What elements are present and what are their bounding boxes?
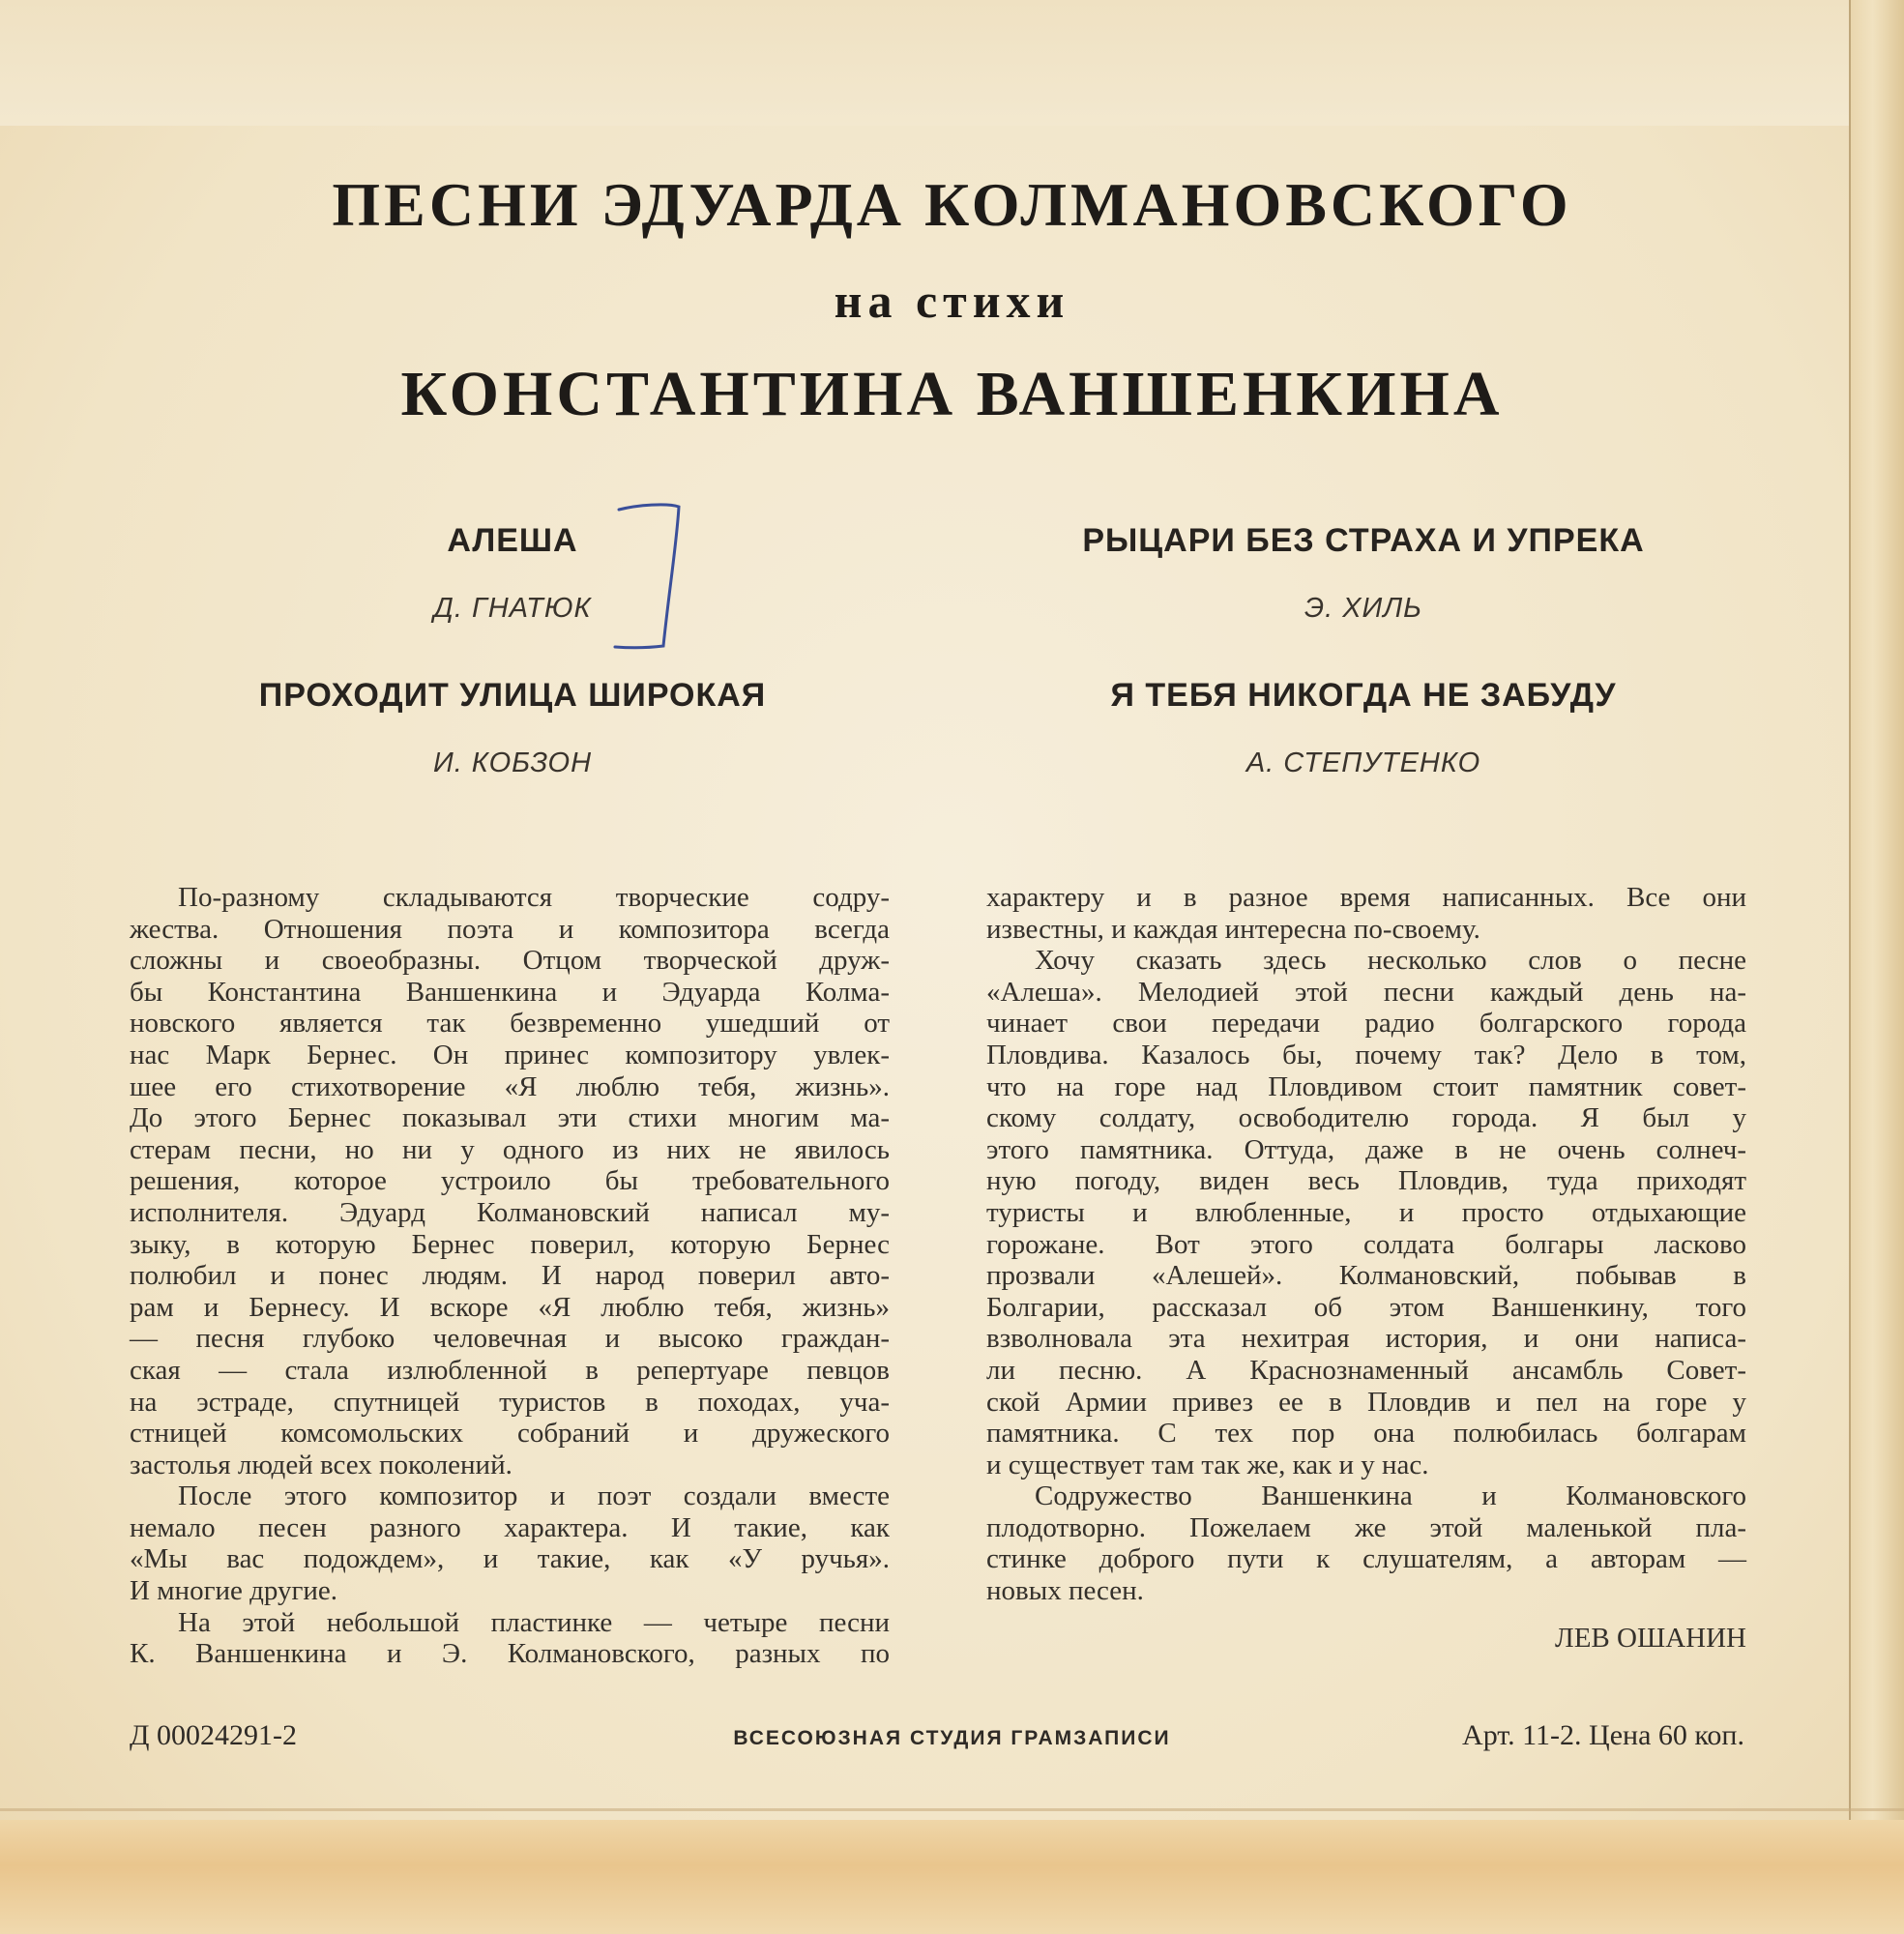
catalog-number: Д 00024291-2 xyxy=(130,1719,297,1751)
text-line: шее его стихотворение «Я люблю тебя, жизнь». xyxy=(130,1070,890,1102)
text-line: известны, и каждая интересна по-своему. xyxy=(986,913,1480,945)
text-line: застолья людей всех поколений. xyxy=(130,1449,513,1480)
studio-label: ВСЕСОЮЗНАЯ СТУДИЯ ГРАМЗАПИСИ xyxy=(733,1727,1171,1749)
text-line: До этого Бернес показывал эти стихи многим ма- xyxy=(130,1102,890,1134)
text-line: решения, которое устроило бы требовательного xyxy=(130,1165,890,1197)
text-line: сложны и своеобразны. Отцом творческой друж- xyxy=(130,945,890,977)
liner-notes-left-column xyxy=(130,882,890,1670)
text-line: На этой небольшой пластинке — четыре песни xyxy=(178,1606,890,1638)
text-line: новского является так безвременно ушедший от xyxy=(130,1008,890,1040)
text-line: Хочу сказать здесь несколько слов о песне xyxy=(1035,945,1746,977)
song-performer: А. СТЕПУТЕНКО xyxy=(1245,747,1481,778)
text-line: «Алеша». Мелодией этой песни каждый день на- xyxy=(986,976,1746,1008)
text-line: что на горе над Пловдивом стоит памятник совет- xyxy=(986,1070,1746,1102)
text-line: — песня глубоко человечная и высоко граждан- xyxy=(130,1323,890,1355)
title-poet: КОНСТАНТИНА ВАНШЕНКИНА xyxy=(400,359,1504,429)
song-title: Я ТЕБЯ НИКОГДА НЕ ЗАБУДУ xyxy=(1110,677,1617,714)
text-line: ную погоду, виден весь Пловдив, туда приходят xyxy=(986,1165,1746,1197)
paragraph xyxy=(130,1480,890,1606)
text-line: К. Ваншенкина и Э. Колмановского, разных по xyxy=(130,1638,890,1670)
text-line: стерам песни, но ни у одного из них не явилось xyxy=(130,1133,890,1165)
text-line: После этого композитор и поэт создали вместе xyxy=(178,1480,890,1512)
text-line: бы Константина Ваншенкина и Эдуарда Колма- xyxy=(130,976,890,1008)
text-line: исполнителя. Эдуард Колмановский написал му- xyxy=(130,1196,890,1228)
text-line: плодотворно. Пожелаем же этой маленькой пла- xyxy=(986,1511,1746,1543)
price-label: Арт. 11-2. Цена 60 коп. xyxy=(1462,1719,1744,1751)
text-line: и существует там так же, как и у нас. xyxy=(986,1449,1429,1480)
song-performer: И. КОБЗОН xyxy=(432,747,593,778)
title-connector: на стихи xyxy=(834,274,1070,328)
text-line: рам и Бернесу. И вскоре «Я люблю тебя, жизнь» xyxy=(130,1291,890,1323)
text-line: новых песен. xyxy=(986,1575,1144,1607)
paragraph xyxy=(130,882,890,1480)
text-line: ская — стала излюбленной в репертуаре певцов xyxy=(130,1354,890,1386)
liner-notes-right-column xyxy=(986,882,1746,1654)
text-line: прозвали «Алешей». Колмановский, побывав в xyxy=(986,1260,1746,1292)
text-line: Пловдива. Казалось бы, почему так? Дело в том, xyxy=(986,1039,1746,1070)
song-title: ПРОХОДИТ УЛИЦА ШИРОКАЯ xyxy=(258,677,767,714)
text-line: жества. Отношения поэта и композитора всегда xyxy=(130,913,890,945)
text-line: нас Марк Бернес. Он принес композитору увлек- xyxy=(130,1039,890,1070)
paragraph xyxy=(986,945,1746,1480)
text-line: памятника. С тех пор она полюбилась болгарам xyxy=(986,1418,1746,1450)
text-line: взволновала эта нехитрая история, и они написа- xyxy=(986,1323,1746,1355)
text-line: стинке доброго пути к слушателям, а авторам — xyxy=(986,1543,1746,1575)
song-performer: Э. ХИЛЬ xyxy=(1304,593,1423,624)
song-title: РЫЦАРИ БЕЗ СТРАХА И УПРЕКА xyxy=(1082,522,1645,559)
text-line: Болгарии, рассказал об этом Ваншенкину, того xyxy=(986,1291,1746,1323)
text-line: Содружество Ваншенкина и Колмановского xyxy=(1035,1480,1746,1512)
paragraph xyxy=(986,882,1746,945)
paragraph xyxy=(130,1607,890,1670)
text-line: ли песню. А Краснознаменный ансамбль Совет- xyxy=(986,1354,1746,1386)
text-line: «Мы вас подождем», и такие, как «У ручья». xyxy=(130,1543,890,1575)
text-line: зыку, в которую Бернес поверил, которую Бернес xyxy=(130,1228,890,1260)
text-line: ской Армии привез ее в Пловдив и пел на горе у xyxy=(986,1386,1746,1418)
song-performer: Д. ГНАТЮК xyxy=(433,593,592,624)
text-line: этого памятника. Оттуда, даже в не очень солнеч- xyxy=(986,1133,1746,1165)
text-line: По-разному складываются творческие содру- xyxy=(178,882,890,913)
text-line: полюбил и понес людям. И народ поверил авто- xyxy=(130,1260,890,1292)
text-line: чинает свои передачи радио болгарского города xyxy=(986,1008,1746,1040)
text-line: на эстраде, спутницей туристов в походах, уча- xyxy=(130,1386,890,1418)
text-line: туристы и влюбленные, и просто отдыхающие xyxy=(986,1196,1746,1228)
text-line: скому солдату, освободителю города. Я был у xyxy=(986,1102,1746,1134)
title-composer: ПЕСНИ ЭДУАРДА КОЛМАНОВСКОГО xyxy=(332,170,1572,239)
author-signature: ЛЕВ ОШАНИН xyxy=(1555,1622,1746,1654)
text-line: характеру и в разное время написанных. Все они xyxy=(986,882,1746,913)
song-title: АЛЕША xyxy=(447,522,578,559)
text-line: горожане. Вот этого солдата болгары ласково xyxy=(986,1228,1746,1260)
paragraph xyxy=(986,1480,1746,1606)
text-line: немало песен разного характера. И такие, как xyxy=(130,1511,890,1543)
text-line: И многие другие. xyxy=(130,1575,338,1607)
text-line: стницей комсомольских собраний и дружеского xyxy=(130,1418,890,1450)
